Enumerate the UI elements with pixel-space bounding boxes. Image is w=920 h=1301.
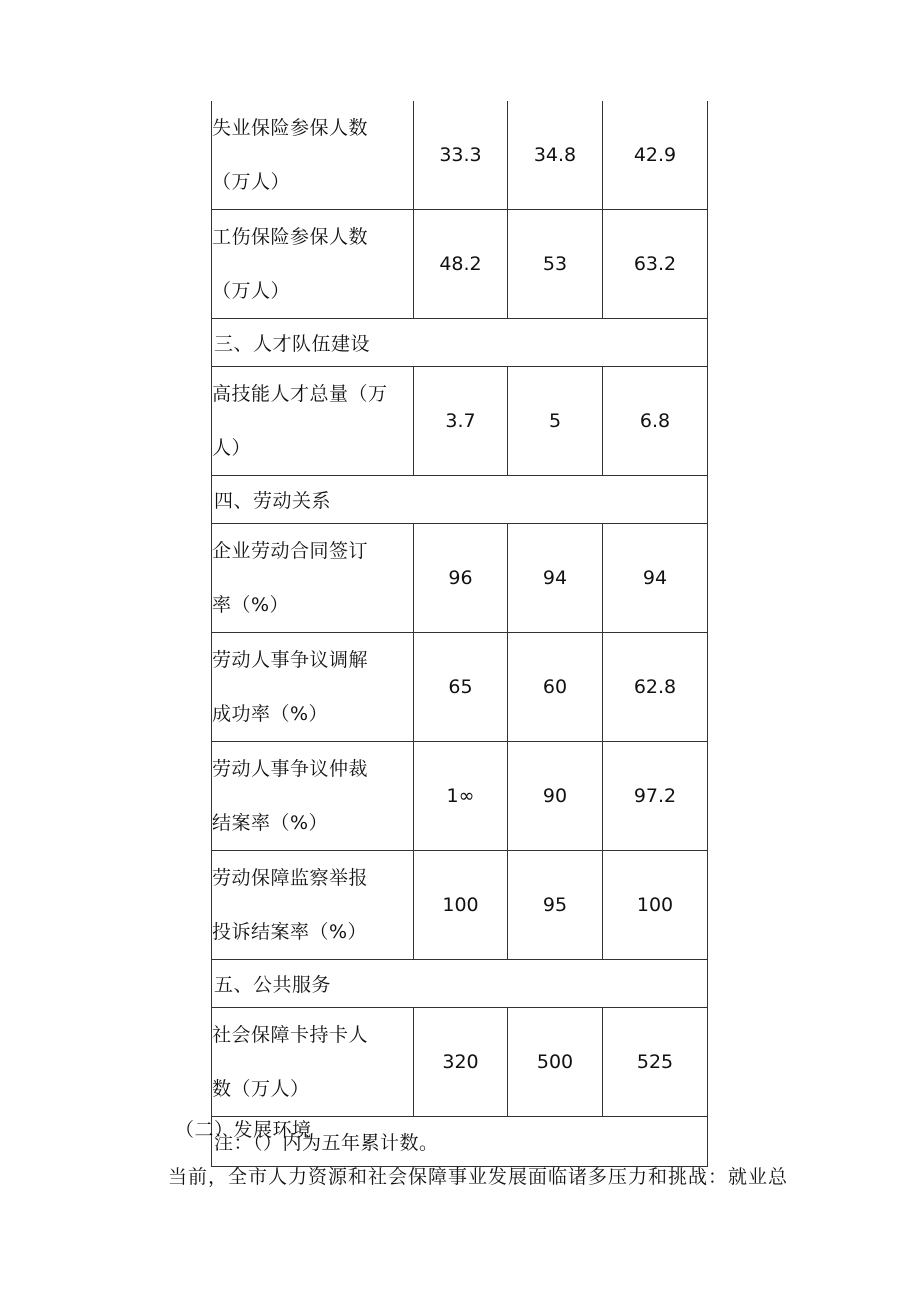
row-label: 企业劳动合同签订 率（%） [212, 540, 369, 616]
table-row [212, 367, 708, 476]
row-label-cell [212, 1008, 414, 1117]
section-row [212, 476, 708, 524]
value-cell: 96 [414, 524, 508, 633]
value-cell: 48.2 [414, 210, 508, 319]
section-heading: （二）发展环境 [175, 1119, 312, 1141]
indicator-table [211, 101, 708, 1167]
value-cell: 94 [603, 524, 708, 633]
value-cell: 60 [508, 633, 603, 742]
value-cell: 53 [508, 210, 603, 319]
row-label-cell [212, 633, 414, 742]
table-row [212, 101, 708, 210]
body-paragraph: 当前，全市人力资源和社会保障事业发展面临诸多压力和挑战：就业总 [168, 1166, 789, 1188]
table-note: 注：（）内为五年累计数。 [212, 1117, 708, 1167]
table-row [212, 742, 708, 851]
value-cell: 62.8 [603, 633, 708, 742]
value-cell: 97.2 [603, 742, 708, 851]
value-cell: 525 [603, 1008, 708, 1117]
value-cell: 100 [603, 851, 708, 960]
value-cell: 100 [414, 851, 508, 960]
row-label-cell [212, 524, 414, 633]
value-cell: 5 [508, 367, 603, 476]
section-row [212, 319, 708, 367]
value-cell: 500 [508, 1008, 603, 1117]
value-cell: 94 [508, 524, 603, 633]
table-row [212, 524, 708, 633]
table-row [212, 210, 708, 319]
row-label: 失业保险参保人数 （万人） [212, 117, 369, 193]
row-label: 劳动保障监察举报 投诉结案率（%） [212, 867, 369, 943]
value-cell: 3.7 [414, 367, 508, 476]
table-row [212, 633, 708, 742]
section-row [212, 960, 708, 1008]
value-cell: 33.3 [414, 101, 508, 210]
row-label-cell [212, 742, 414, 851]
row-label: 劳动人事争议调解 成功率（%） [212, 649, 369, 725]
value-cell: 90 [508, 742, 603, 851]
section-title: 四、劳动关系 [212, 476, 708, 524]
table-row [212, 851, 708, 960]
row-label-cell [212, 210, 414, 319]
row-label: 工伤保险参保人数 （万人） [212, 226, 369, 302]
row-label-cell [212, 367, 414, 476]
row-label: 高技能人才总量（万 人） [212, 383, 388, 459]
value-cell: 95 [508, 851, 603, 960]
value-cell: 34.8 [508, 101, 603, 210]
value-cell: 320 [414, 1008, 508, 1117]
value-cell: 42.9 [603, 101, 708, 210]
value-cell: 63.2 [603, 210, 708, 319]
row-label: 社会保障卡持卡人 数（万人） [212, 1024, 369, 1100]
table-row [212, 1008, 708, 1117]
value-cell: 1∞ [414, 742, 508, 851]
value-cell: 65 [414, 633, 508, 742]
row-label-cell [212, 851, 414, 960]
section-title: 五、公共服务 [212, 960, 708, 1008]
row-label: 劳动人事争议仲裁 结案率（%） [212, 758, 369, 834]
row-label-cell [212, 101, 414, 210]
value-cell: 6.8 [603, 367, 708, 476]
section-title: 三、人才队伍建设 [212, 319, 708, 367]
